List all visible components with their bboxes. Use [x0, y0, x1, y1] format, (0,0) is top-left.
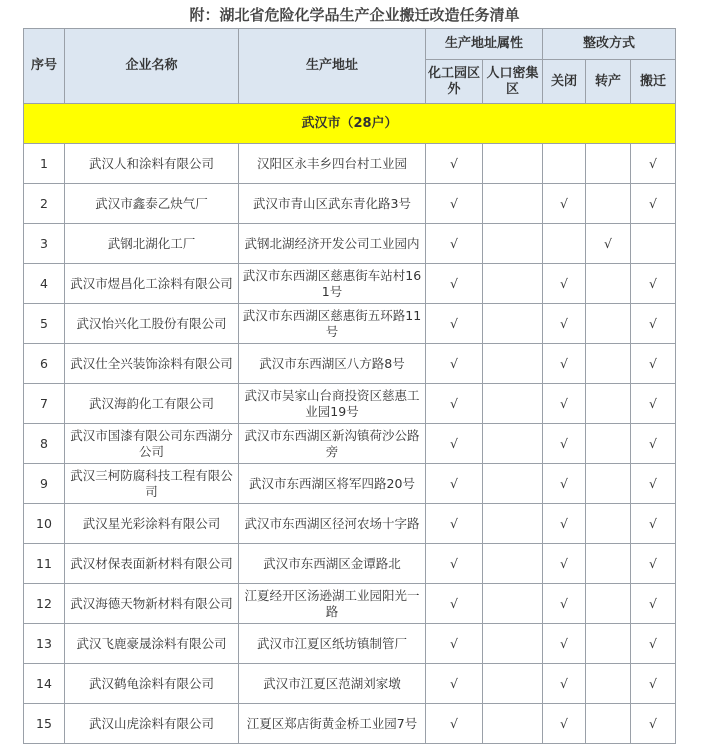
- table-row: [24, 384, 676, 424]
- header-address-attr: 生产地址属性: [426, 29, 543, 60]
- address-cell: 江夏经开区汤逊湖工业园阳光一路: [239, 584, 426, 624]
- company-name-cell: 武汉仕全兴装饰涂料有限公司: [65, 344, 239, 384]
- header-outside-park: 化工园区外: [426, 60, 483, 104]
- header-transfer: 转产: [586, 60, 631, 104]
- relocate-cell: √: [631, 624, 676, 664]
- address-cell: 武汉市东西湖区八方路8号: [239, 344, 426, 384]
- table-row: [24, 704, 676, 744]
- close-cell: √: [543, 424, 586, 464]
- outside-park-cell: √: [426, 504, 483, 544]
- address-cell: 武汉市东西湖区将军四路20号: [239, 464, 426, 504]
- seq-cell: 10: [24, 504, 65, 544]
- relocation-task-table: [23, 28, 676, 744]
- address-cell: 汉阳区永丰乡四台村工业园: [239, 144, 426, 184]
- table-row: [24, 544, 676, 584]
- close-cell: √: [543, 704, 586, 744]
- transfer-cell: [586, 624, 631, 664]
- company-name-cell: 武汉市鑫泰乙炔气厂: [65, 184, 239, 224]
- company-name-cell: 武钢北湖化工厂: [65, 224, 239, 264]
- outside-park-cell: √: [426, 584, 483, 624]
- region-row: [24, 104, 676, 144]
- outside-park-cell: √: [426, 424, 483, 464]
- seq-cell: 13: [24, 624, 65, 664]
- close-cell: [543, 144, 586, 184]
- dense-area-cell: [483, 624, 543, 664]
- relocate-cell: √: [631, 544, 676, 584]
- relocate-cell: √: [631, 304, 676, 344]
- header-name: 企业名称: [65, 29, 239, 104]
- outside-park-cell: √: [426, 384, 483, 424]
- seq-cell: 5: [24, 304, 65, 344]
- address-cell: 武汉市东西湖区径河农场十字路: [239, 504, 426, 544]
- close-cell: √: [543, 464, 586, 504]
- transfer-cell: [586, 464, 631, 504]
- region-label: 武汉市（28户）: [24, 104, 676, 144]
- address-cell: 武汉市东西湖区新沟镇荷沙公路旁: [239, 424, 426, 464]
- company-name-cell: 武汉飞鹿豪晟涂料有限公司: [65, 624, 239, 664]
- relocate-cell: √: [631, 384, 676, 424]
- close-cell: √: [543, 624, 586, 664]
- table-row: [24, 264, 676, 304]
- close-cell: √: [543, 544, 586, 584]
- outside-park-cell: √: [426, 144, 483, 184]
- outside-park-cell: √: [426, 224, 483, 264]
- transfer-cell: [586, 384, 631, 424]
- dense-area-cell: [483, 424, 543, 464]
- relocate-cell: √: [631, 584, 676, 624]
- transfer-cell: [586, 264, 631, 304]
- close-cell: √: [543, 664, 586, 704]
- table-row: [24, 424, 676, 464]
- header-address: 生产地址: [239, 29, 426, 104]
- relocate-cell: [631, 224, 676, 264]
- company-name-cell: 武汉山虎涂料有限公司: [65, 704, 239, 744]
- company-name-cell: 武汉星光彩涂料有限公司: [65, 504, 239, 544]
- close-cell: [543, 224, 586, 264]
- header-dense-area: 人口密集区: [483, 60, 543, 104]
- close-cell: √: [543, 504, 586, 544]
- company-name-cell: 武汉鹤龟涂料有限公司: [65, 664, 239, 704]
- seq-cell: 1: [24, 144, 65, 184]
- address-cell: 武汉市东西湖区慈惠街五环路11号: [239, 304, 426, 344]
- relocate-cell: √: [631, 704, 676, 744]
- address-cell: 武汉市江夏区范湖刘家墩: [239, 664, 426, 704]
- outside-park-cell: √: [426, 264, 483, 304]
- company-name-cell: 武汉海德天物新材料有限公司: [65, 584, 239, 624]
- address-cell: 武汉市青山区武东青化路3号: [239, 184, 426, 224]
- close-cell: √: [543, 184, 586, 224]
- close-cell: √: [543, 344, 586, 384]
- address-cell: 武汉市东西湖区金谭路北: [239, 544, 426, 584]
- document-title: 附：湖北省危险化学品生产企业搬迁改造任务清单: [189, 6, 520, 24]
- address-cell: 武汉市东西湖区慈惠街车站村161号: [239, 264, 426, 304]
- dense-area-cell: [483, 184, 543, 224]
- outside-park-cell: √: [426, 544, 483, 584]
- address-cell: 武钢北湖经济开发公司工业园内: [239, 224, 426, 264]
- close-cell: √: [543, 304, 586, 344]
- seq-cell: 11: [24, 544, 65, 584]
- seq-cell: 4: [24, 264, 65, 304]
- company-name-cell: 武汉怡兴化工股份有限公司: [65, 304, 239, 344]
- transfer-cell: [586, 304, 631, 344]
- transfer-cell: [586, 344, 631, 384]
- transfer-cell: [586, 504, 631, 544]
- outside-park-cell: √: [426, 624, 483, 664]
- transfer-cell: [586, 704, 631, 744]
- relocate-cell: √: [631, 184, 676, 224]
- seq-cell: 14: [24, 664, 65, 704]
- transfer-cell: [586, 184, 631, 224]
- company-name-cell: 武汉市煜昌化工涂料有限公司: [65, 264, 239, 304]
- dense-area-cell: [483, 344, 543, 384]
- dense-area-cell: [483, 264, 543, 304]
- table-row: [24, 224, 676, 264]
- transfer-cell: [586, 424, 631, 464]
- transfer-cell: √: [586, 224, 631, 264]
- outside-park-cell: √: [426, 304, 483, 344]
- header-rectify: 整改方式: [543, 29, 676, 60]
- seq-cell: 6: [24, 344, 65, 384]
- table-row: [24, 504, 676, 544]
- address-cell: 武汉市江夏区纸坊镇制管厂: [239, 624, 426, 664]
- table-row: [24, 344, 676, 384]
- company-name-cell: 武汉三柯防腐科技工程有限公司: [65, 464, 239, 504]
- relocate-cell: √: [631, 344, 676, 384]
- company-name-cell: 武汉市国漆有限公司东西湖分公司: [65, 424, 239, 464]
- relocate-cell: √: [631, 504, 676, 544]
- company-name-cell: 武汉人和涂料有限公司: [65, 144, 239, 184]
- company-name-cell: 武汉海韵化工有限公司: [65, 384, 239, 424]
- table-row: [24, 664, 676, 704]
- address-cell: 武汉市吴家山台商投资区慈惠工业园19号: [239, 384, 426, 424]
- header-row-1: [24, 29, 676, 60]
- header-seq: 序号: [24, 29, 65, 104]
- seq-cell: 3: [24, 224, 65, 264]
- seq-cell: 12: [24, 584, 65, 624]
- table-row: [24, 144, 676, 184]
- close-cell: √: [543, 584, 586, 624]
- outside-park-cell: √: [426, 464, 483, 504]
- dense-area-cell: [483, 664, 543, 704]
- outside-park-cell: √: [426, 664, 483, 704]
- table-row: [24, 304, 676, 344]
- outside-park-cell: √: [426, 704, 483, 744]
- dense-area-cell: [483, 304, 543, 344]
- transfer-cell: [586, 664, 631, 704]
- dense-area-cell: [483, 464, 543, 504]
- seq-cell: 7: [24, 384, 65, 424]
- dense-area-cell: [483, 544, 543, 584]
- dense-area-cell: [483, 704, 543, 744]
- relocate-cell: √: [631, 264, 676, 304]
- seq-cell: 15: [24, 704, 65, 744]
- table-row: [24, 584, 676, 624]
- table-row: [24, 464, 676, 504]
- relocate-cell: √: [631, 424, 676, 464]
- dense-area-cell: [483, 584, 543, 624]
- dense-area-cell: [483, 144, 543, 184]
- transfer-cell: [586, 544, 631, 584]
- relocate-cell: √: [631, 464, 676, 504]
- relocate-cell: √: [631, 144, 676, 184]
- outside-park-cell: √: [426, 344, 483, 384]
- seq-cell: 8: [24, 424, 65, 464]
- seq-cell: 9: [24, 464, 65, 504]
- address-cell: 江夏区郑店街黄金桥工业园7号: [239, 704, 426, 744]
- dense-area-cell: [483, 384, 543, 424]
- header-relocate: 搬迁: [631, 60, 676, 104]
- company-name-cell: 武汉材保表面新材料有限公司: [65, 544, 239, 584]
- table-row: [24, 184, 676, 224]
- dense-area-cell: [483, 224, 543, 264]
- outside-park-cell: √: [426, 184, 483, 224]
- header-close: 关闭: [543, 60, 586, 104]
- transfer-cell: [586, 584, 631, 624]
- table-row: [24, 624, 676, 664]
- close-cell: √: [543, 264, 586, 304]
- close-cell: √: [543, 384, 586, 424]
- transfer-cell: [586, 144, 631, 184]
- seq-cell: 2: [24, 184, 65, 224]
- dense-area-cell: [483, 504, 543, 544]
- relocate-cell: √: [631, 664, 676, 704]
